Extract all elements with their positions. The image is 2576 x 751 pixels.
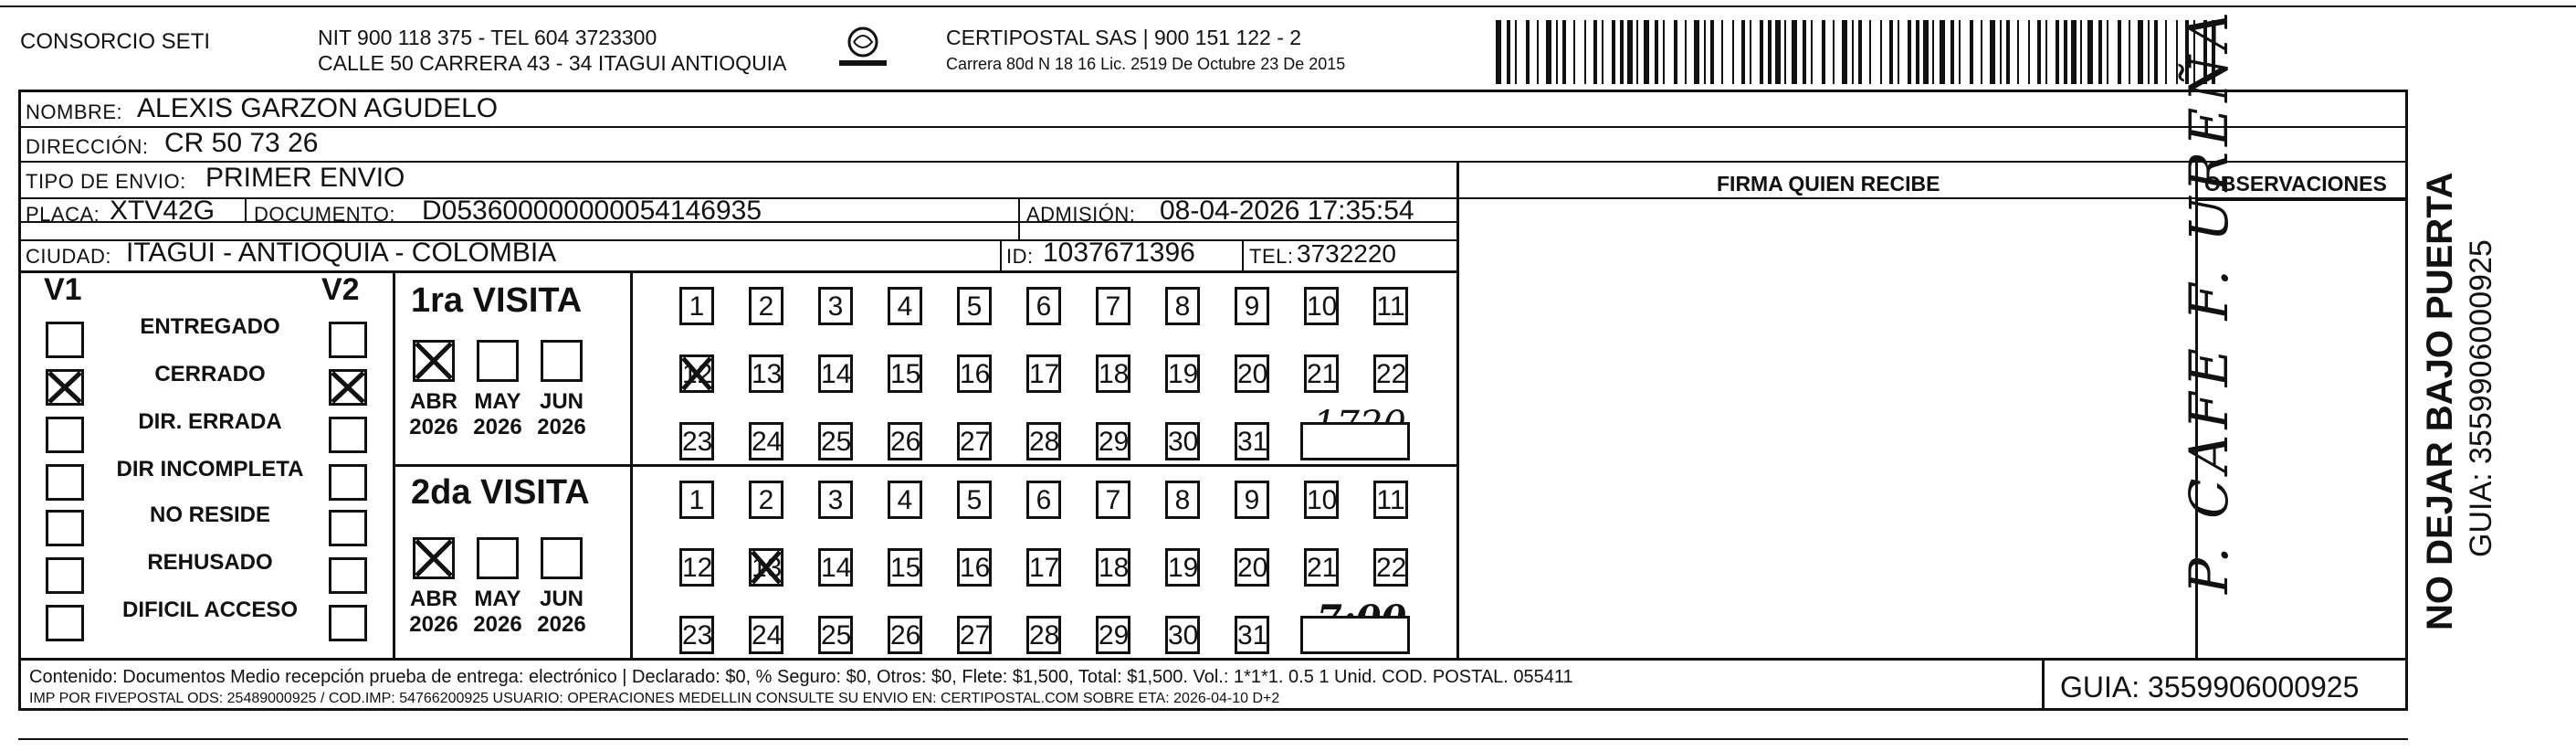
footer-guia: GUIA: 3559906000925 [2060,671,2360,703]
second-visit-day-box[interactable]: 15 [888,548,922,587]
second-visit-day-box[interactable]: 20 [1235,548,1269,587]
first-visit-day-box[interactable]: 7 [1096,287,1130,325]
second-visit-day-box[interactable]: 7 [1096,481,1130,519]
first-visit-day-box[interactable]: 13 [749,354,783,393]
second-visit-time-box[interactable] [1300,616,1410,654]
status-label: NO RESIDE [149,502,271,527]
id-label: ID: [1006,245,1034,268]
second-visit-day-box[interactable]: 4 [888,481,922,519]
v2-checkbox[interactable] [329,464,367,501]
v2-checkbox[interactable] [329,510,367,546]
first-visit-day-box[interactable]: 25 [818,422,853,460]
side-guia: GUIA: 3559906000925 [2464,239,2498,557]
first-visit-day-box[interactable]: 6 [1026,287,1061,325]
first-visit-day-box[interactable]: 20 [1235,354,1269,393]
first-visit-day-box[interactable]: 2 [749,287,783,325]
second-visit-day-box[interactable]: 24 [749,616,783,654]
admision-label: ADMISIÓN: [1026,203,1136,226]
first-visit-year-label: 2026 [409,415,458,439]
tel-label: TEL: [1249,245,1294,268]
first-visit-day-box[interactable]: 27 [957,422,992,460]
tipo-envio-value: PRIMER ENVIO [205,163,405,193]
first-visit-day-box[interactable]: 4 [888,287,922,325]
second-visit-day-box[interactable]: 26 [888,616,922,654]
first-visit-month-label: MAY [474,389,521,414]
second-visit-day-box[interactable]: 9 [1235,481,1269,519]
v1-checkbox[interactable] [46,322,84,358]
second-visit-abr-check-mark [413,537,455,579]
first-visit-month-box[interactable] [477,340,519,382]
first-visit-day-box[interactable]: 5 [957,287,992,325]
status-label: DIR INCOMPLETA [116,457,304,481]
firma-label: FIRMA QUIEN RECIBE [1717,172,1940,196]
first-visit-day-box[interactable]: 15 [888,354,922,393]
tel-value: 3732220 [1297,239,1397,268]
first-visit-year-label: 2026 [473,415,522,439]
second-visit-day-box[interactable]: 17 [1026,548,1061,587]
placa-label: PLACA: [26,203,100,226]
v2-checkbox[interactable] [329,605,367,641]
direccion-label: DIRECCIÓN: [26,135,149,158]
second-visit-month-box[interactable] [541,537,583,579]
first-visit-month-label: ABR [410,389,457,414]
second-visit-day-box[interactable]: 18 [1096,548,1130,587]
second-visit-day-box[interactable]: 11 [1373,481,1408,519]
no-dejar-bajo-puerta: NO DEJAR BAJO PUERTA [2420,172,2460,630]
second-visit-day-box[interactable]: 31 [1235,616,1269,654]
first-visit-day-box[interactable]: 9 [1235,287,1269,325]
second-visit-month-label: ABR [410,587,457,611]
nombre-label: NOMBRE: [26,100,123,123]
first-visit-day-box[interactable]: 28 [1026,422,1061,460]
direccion-value: CR 50 73 26 [164,128,319,158]
first-visit-day-12-mark [679,354,714,393]
second-visit-day-13-mark [749,548,783,587]
second-visit-title: 2da VISITA [411,473,590,512]
company-name: CONSORCIO SETI [20,29,211,54]
handwritten-observations: P. CAFE F. UREÑA [2178,5,2240,594]
tipo-envio-label: TIPO DE ENVIO: [26,170,186,193]
documento-value: D053600000000054146935 [422,196,762,226]
first-visit-day-box[interactable]: 12 [679,354,714,393]
first-visit-abr-check-mark [413,340,455,382]
second-visit-year-label: 2026 [473,612,522,637]
nit-line: NIT 900 118 375 - TEL 604 3723300 [318,26,657,49]
second-visit-day-box[interactable]: 6 [1026,481,1061,519]
first-visit-month-label: JUN [539,389,584,414]
second-visit-month-label: JUN [539,587,584,611]
second-visit-year-label: 2026 [537,612,586,637]
v2-label: V2 [321,272,360,307]
status-label: DIR. ERRADA [138,409,282,434]
second-visit-day-box[interactable]: 14 [818,548,853,587]
second-visit-day-box[interactable]: 10 [1304,481,1339,519]
first-visit-day-box[interactable]: 10 [1304,287,1339,325]
first-visit-day-box[interactable]: 11 [1373,287,1408,325]
second-visit-month-box[interactable] [477,537,519,579]
v1-checkbox[interactable] [46,417,84,453]
second-visit-day-box[interactable]: 29 [1096,616,1130,654]
second-visit-day-box[interactable]: 27 [957,616,992,654]
second-visit-day-box[interactable]: 23 [679,616,714,654]
second-visit-day-box[interactable]: 30 [1165,616,1200,654]
first-visit-month-box[interactable] [541,340,583,382]
first-visit-day-box[interactable]: 14 [818,354,853,393]
first-visit-day-box[interactable]: 16 [957,354,992,393]
v2-checkbox[interactable] [329,557,367,594]
v1-checkbox[interactable] [46,510,84,546]
status-label: REHUSADO [147,550,273,575]
second-visit-day-box[interactable]: 16 [957,548,992,587]
id-value: 1037671396 [1043,238,1195,268]
first-visit-day-box[interactable]: 1 [679,287,714,325]
barcode [1496,20,2226,84]
imp-line: IMP POR FIVEPOSTAL ODS: 25489000925 / COD.IMP: 54766200925 USUARIO: OPERACIONES MEDELLIN CONSULTE SU ENVIO EN: CERTIPOSTAL.COM SOBRE ETA: 2026-04-10 D+2 [29,691,1280,706]
second-visit-day-box[interactable]: 5 [957,481,992,519]
license-line: Carrera 80d N 18 16 Lic. 2519 De Octubre 23 De 2015 [946,55,1346,73]
status-label: DIFICIL ACCESO [121,598,298,622]
first-visit-day-box[interactable]: 30 [1165,422,1200,460]
second-visit-day-box[interactable]: 22 [1373,548,1408,587]
v1-checkbox[interactable] [46,557,84,594]
v2-checkbox[interactable] [329,322,367,358]
observaciones-label: OBSERVACIONES [2204,172,2387,196]
first-visit-title: 1ra VISITA [411,281,583,320]
first-visit-day-box[interactable]: 21 [1304,354,1339,393]
first-visit-day-box[interactable]: 17 [1026,354,1061,393]
carrier-line: CERTIPOSTAL SAS | 900 151 122 - 2 [946,26,1302,49]
certipostal-logo-icon [836,26,890,71]
second-visit-day-box[interactable]: 13 [749,548,783,587]
ciudad-label: CIUDAD: [26,245,111,268]
placa-value: XTV42G [110,196,216,226]
contenido-line: Contenido: Documentos Medio recepción prueba de entrega: electrónico | Declarado: $0, % Seguro: $0, Otros: $0, Flete: $1,500, Total: $1,500. Vol.: 1*1*1. 0.5 1 Unid. COD. POSTAL. 055411 [29,667,1573,687]
admision-value: 08-04-2026 17:35:54 [1160,196,1414,226]
v1-checkbox[interactable] [46,464,84,501]
first-visit-day-box[interactable]: 19 [1165,354,1200,393]
v1-cerrado-check-mark [46,369,84,406]
first-visit-year-label: 2026 [537,415,586,439]
nombre-value: ALEXIS GARZON AGUDELO [137,93,499,123]
first-visit-time-box[interactable] [1300,422,1410,460]
second-visit-day-box[interactable]: 1 [679,481,714,519]
ciudad-value: ITAGUI - ANTIOQUIA - COLOMBIA [126,238,557,268]
v2-cerrado-check-mark [329,369,367,406]
status-label: ENTREGADO [140,314,280,339]
second-visit-day-box[interactable]: 3 [818,481,853,519]
second-visit-day-box[interactable]: 28 [1026,616,1061,654]
second-visit-day-box[interactable]: 19 [1165,548,1200,587]
second-visit-day-box[interactable]: 21 [1304,548,1339,587]
first-visit-day-box[interactable]: 24 [749,422,783,460]
first-visit-day-box[interactable]: 22 [1373,354,1408,393]
address-line: CALLE 50 CARRERA 43 - 34 ITAGUI ANTIOQUIA [318,51,787,75]
first-visit-day-box[interactable]: 18 [1096,354,1130,393]
first-visit-day-box[interactable]: 8 [1165,287,1200,325]
v1-label: V1 [44,272,82,307]
second-visit-day-box[interactable]: 12 [679,548,714,587]
v1-checkbox[interactable] [46,605,84,641]
first-visit-day-box[interactable]: 23 [679,422,714,460]
first-visit-day-box[interactable]: 3 [818,287,853,325]
v2-checkbox[interactable] [329,417,367,453]
second-visit-day-box[interactable]: 2 [749,481,783,519]
second-visit-day-box[interactable]: 25 [818,616,853,654]
documento-label: DOCUMENTO: [254,203,395,226]
second-visit-month-label: MAY [474,587,521,611]
first-visit-day-box[interactable]: 26 [888,422,922,460]
second-visit-year-label: 2026 [409,612,458,637]
status-label: CERRADO [154,362,266,386]
first-visit-day-box[interactable]: 29 [1096,422,1130,460]
second-visit-day-box[interactable]: 8 [1165,481,1200,519]
first-visit-day-box[interactable]: 31 [1235,422,1269,460]
